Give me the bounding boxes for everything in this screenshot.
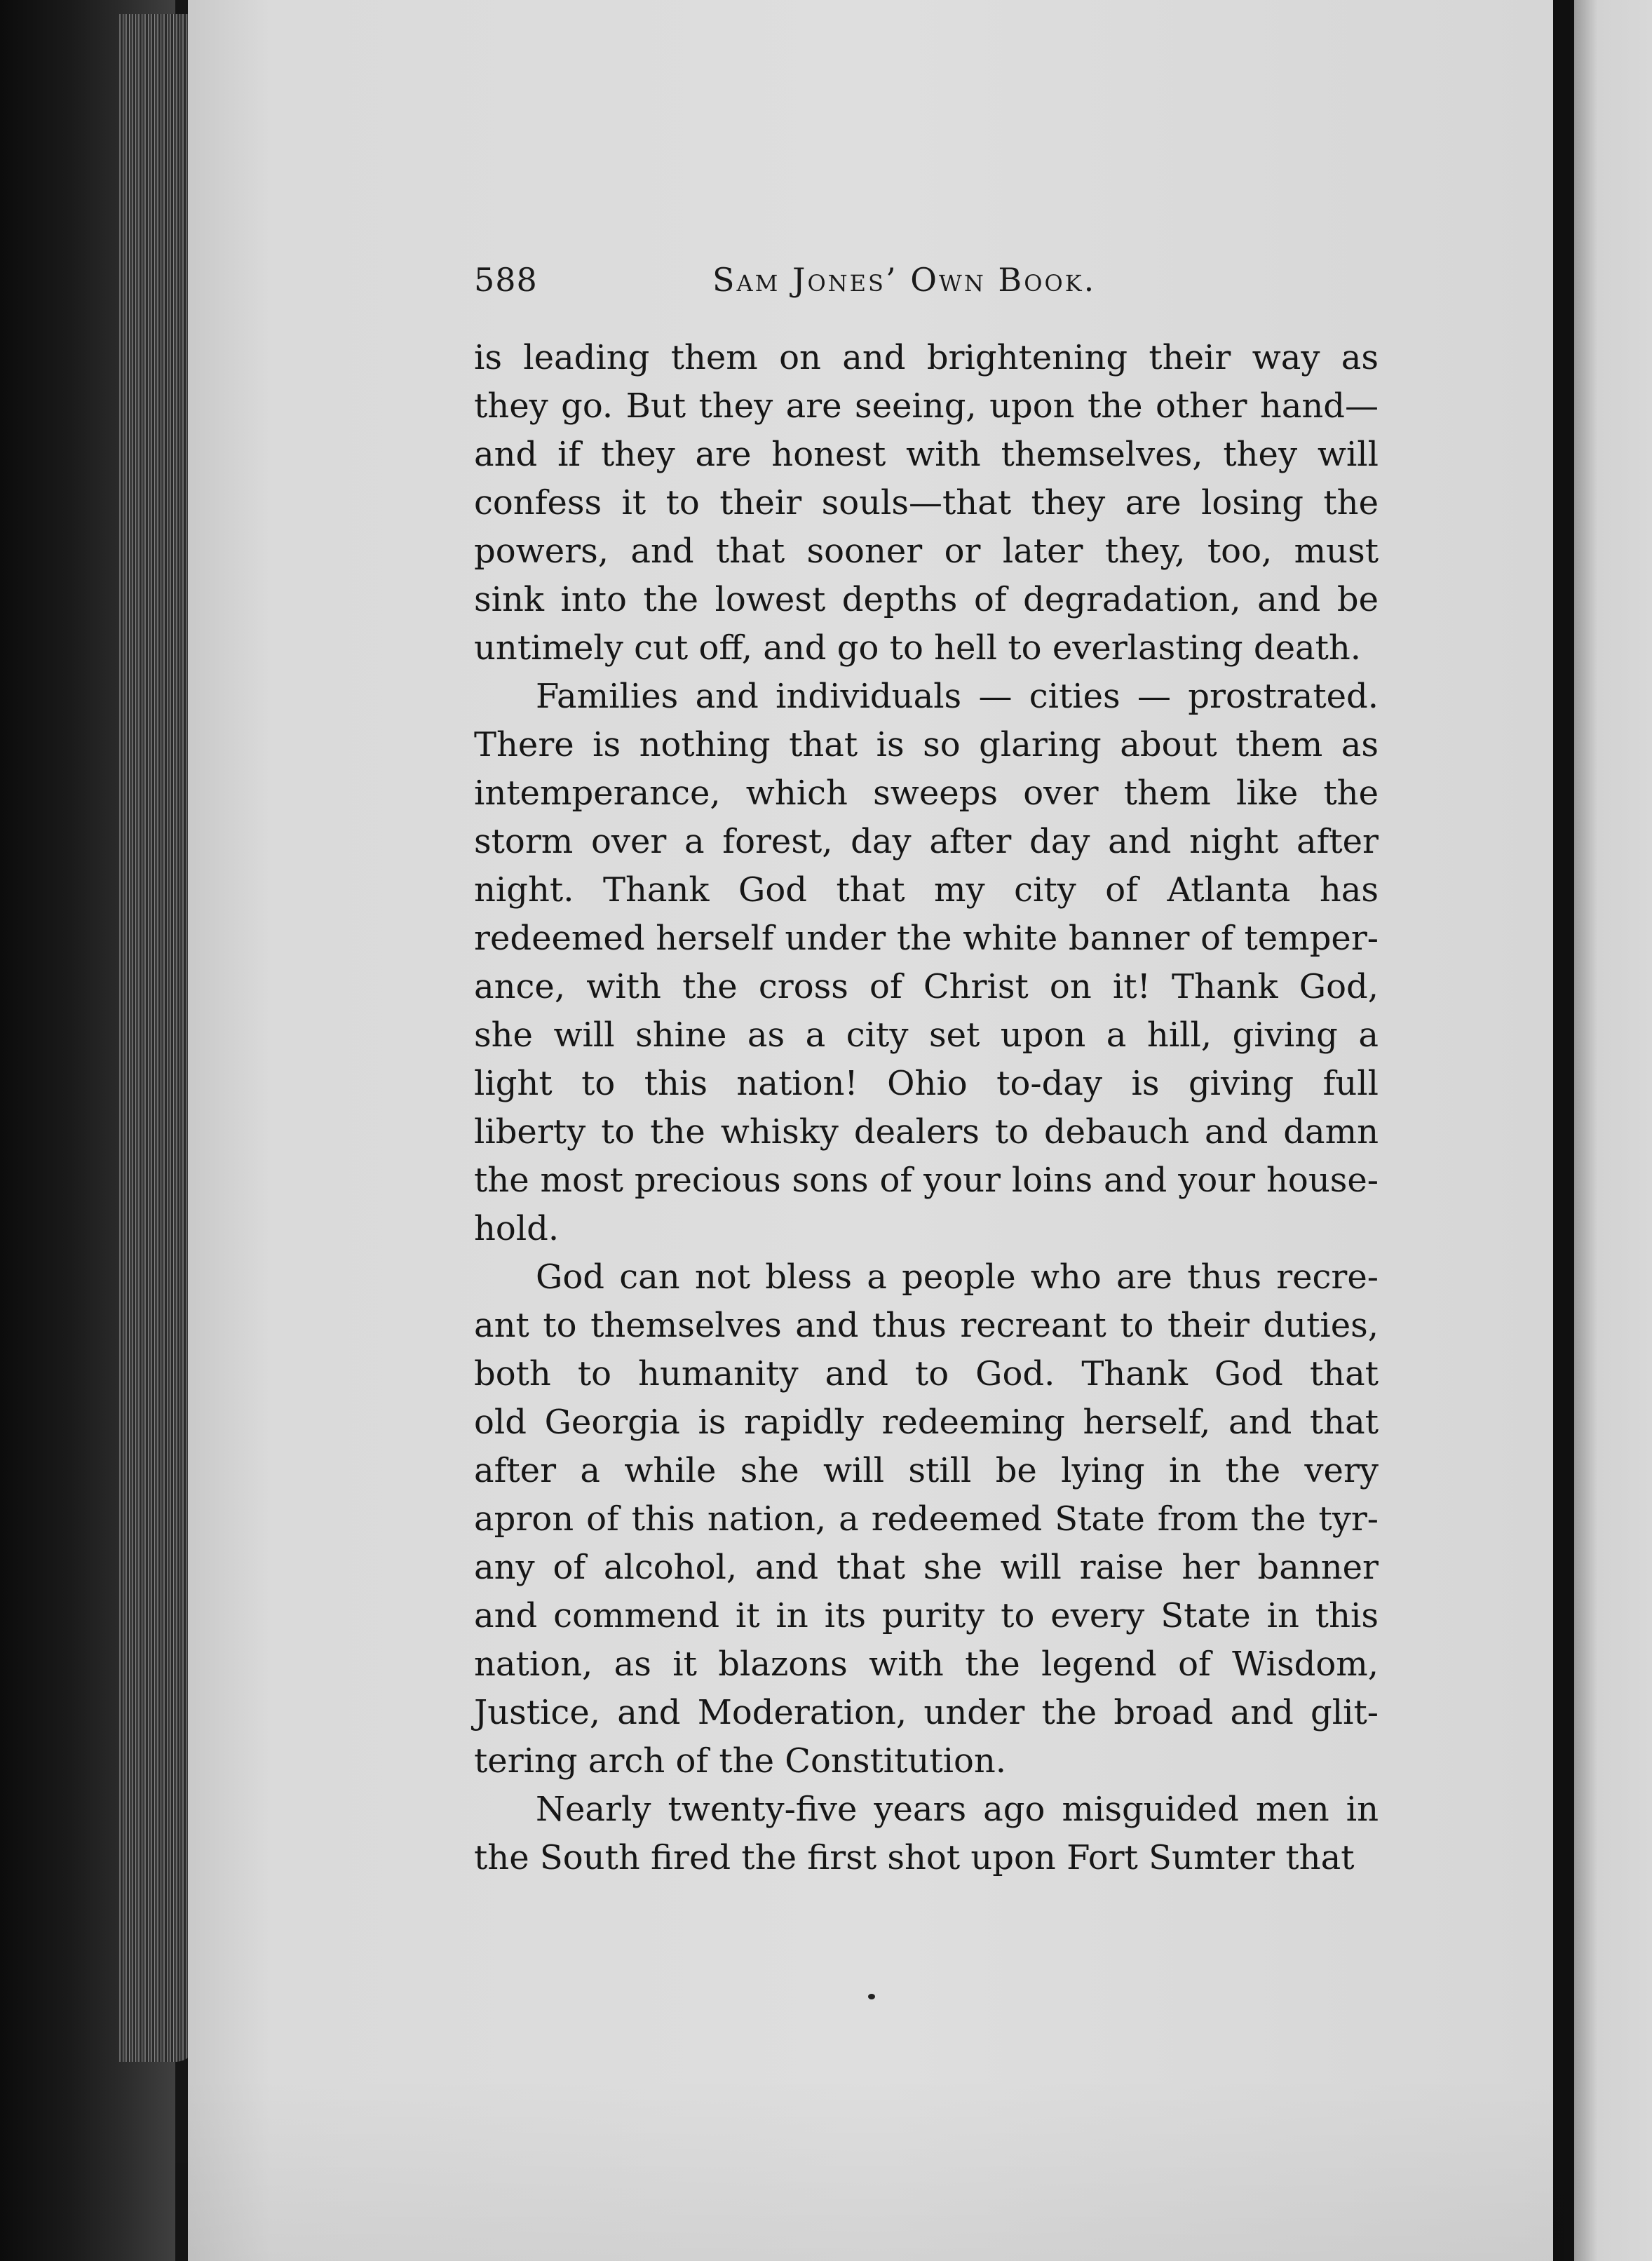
text-line: old Georgia is rapidly redeeming herself, and that bbox=[474, 1403, 1379, 1442]
text-line: they go. But they are seeing, upon the other hand— bbox=[474, 386, 1379, 426]
gutter-shadow bbox=[1553, 0, 1574, 2261]
text-line: and if they are honest with themselves, they will bbox=[474, 435, 1379, 474]
page-number: 588 bbox=[474, 261, 538, 299]
text-line: and commend it in its purity to every State in this bbox=[474, 1596, 1379, 1635]
text-line: storm over a forest, day after day and night after bbox=[474, 822, 1379, 861]
text-line: liberty to the whisky dealers to debauch and damn bbox=[474, 1112, 1379, 1152]
page-header bbox=[474, 261, 1386, 324]
text-line: hold. bbox=[474, 1209, 560, 1248]
text-line: Families and individuals — cities — prostrated. bbox=[536, 677, 1379, 716]
text-line: There is nothing that is so glaring about them as bbox=[474, 725, 1379, 764]
text-line: night. Thank God that my city of Atlanta has bbox=[474, 870, 1379, 910]
text-line: tering arch of the Constitution. bbox=[474, 1741, 1007, 1781]
text-line: God can not bless a people who are thus recre- bbox=[536, 1257, 1379, 1297]
text-line: powers, and that sooner or later they, too, must bbox=[474, 532, 1379, 571]
text-line: light to this nation! Ohio to-day is giving full bbox=[474, 1064, 1379, 1103]
body-text bbox=[474, 334, 1379, 1882]
text-line: ant to themselves and thus recreant to their duties, bbox=[474, 1306, 1379, 1345]
print-speck bbox=[868, 1994, 875, 1999]
text-line: any of alcohol, and that she will raise her banner bbox=[474, 1548, 1379, 1587]
text-line: both to humanity and to God. Thank God that bbox=[474, 1354, 1379, 1393]
text-line: untimely cut off, and go to hell to everlasting death. bbox=[474, 628, 1362, 668]
text-line: after a while she will still be lying in the very bbox=[474, 1451, 1379, 1490]
text-line: Nearly twenty-five years ago misguided men in bbox=[536, 1790, 1379, 1829]
text-line: the most precious sons of your loins and your house- bbox=[474, 1161, 1379, 1200]
text-line: the South fired the first shot upon Fort Sumter that bbox=[474, 1838, 1355, 1877]
paragraph bbox=[474, 1253, 1379, 1786]
text-line: apron of this nation, a redeemed State from the tyr- bbox=[474, 1499, 1379, 1539]
text-line: nation, as it blazons with the legend of Wisdom, bbox=[474, 1645, 1379, 1684]
running-head: Sam Jones’ Own Book. bbox=[712, 261, 1097, 299]
text-line: she will shine as a city set upon a hill, giving a bbox=[474, 1015, 1379, 1055]
paragraph bbox=[474, 1786, 1379, 1882]
text-line: redeemed herself under the white banner of temper- bbox=[474, 919, 1379, 958]
text-line: ance, with the cross of Christ on it! Thank God, bbox=[474, 967, 1379, 1006]
paragraph bbox=[474, 334, 1379, 673]
text-line: confess it to their souls—that they are losing the bbox=[474, 483, 1379, 522]
paragraph bbox=[474, 673, 1379, 1253]
text-line: intemperance, which sweeps over them like the bbox=[474, 774, 1379, 813]
page-bottom-shade bbox=[175, 2076, 1564, 2261]
page-edge-stack bbox=[119, 14, 196, 2062]
facing-page-edge bbox=[1574, 0, 1652, 2261]
text-line: sink into the lowest depths of degradation, and be bbox=[474, 580, 1379, 619]
text-line: Justice, and Moderation, under the broad and glit- bbox=[474, 1693, 1379, 1732]
text-line: is leading them on and brightening their way as bbox=[474, 338, 1379, 377]
